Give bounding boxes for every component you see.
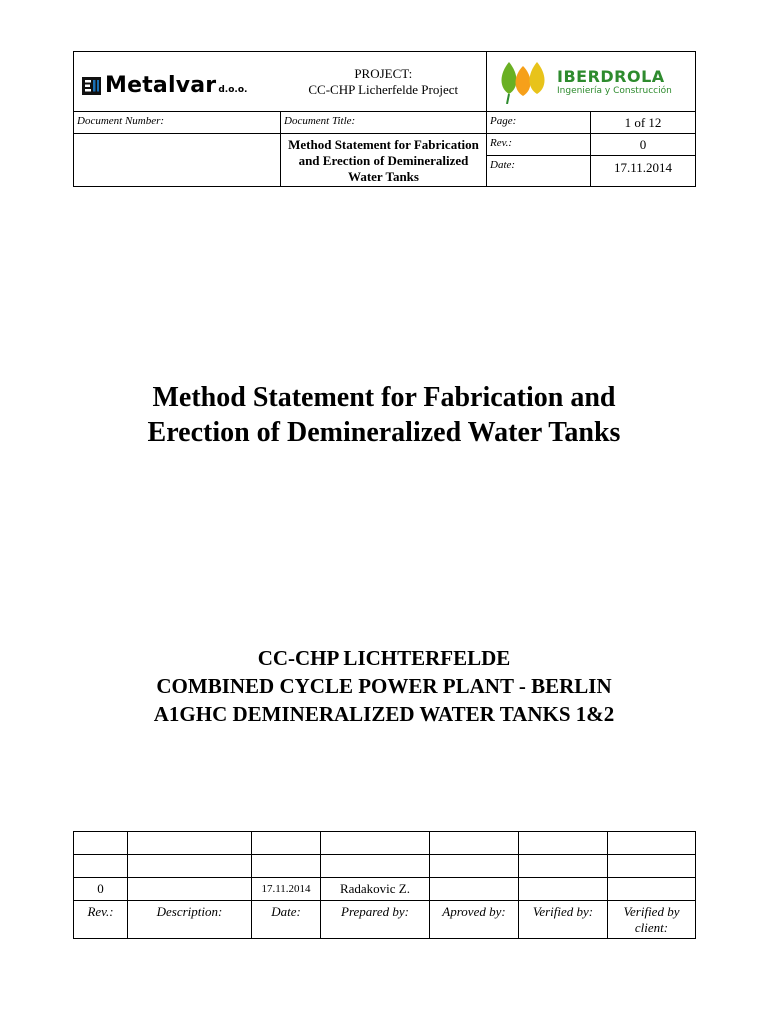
document-number-value [74, 134, 281, 187]
header-approved-by: Aproved by: [430, 901, 519, 939]
date-label: Date: [487, 156, 591, 187]
metalvar-mark-icon [82, 76, 102, 96]
header-verified-by-client: Verified by client: [608, 901, 696, 939]
header-date: Date: [252, 901, 321, 939]
metalvar-logo-cell [74, 52, 281, 112]
metalvar-logo [74, 65, 281, 98]
revision-empty-row [74, 855, 696, 878]
metalvar-name: Metalvar [105, 73, 217, 98]
subtitle-line-3: A1GHC DEMINERALIZED WATER TANKS 1&2 [153, 702, 615, 726]
header-rev: Rev.: [74, 901, 128, 939]
header-prepared-by: Prepared by: [321, 901, 430, 939]
revision-verified-cell [519, 878, 608, 901]
main-title-line-2: Erection of Demineralized Water Tanks [147, 417, 621, 448]
iberdrola-logo [487, 52, 695, 104]
iberdrola-logo-cell [487, 52, 696, 112]
date-value: 17.11.2014 [591, 156, 696, 187]
revision-date-cell: 17.11.2014 [252, 878, 321, 901]
project-cell [281, 52, 487, 112]
project-label: PROJECT: [354, 66, 413, 81]
page-label: Page: [487, 112, 591, 134]
iberdrola-subtitle: Ingeniería y Construcción [557, 85, 672, 96]
revision-approved-cell [430, 878, 519, 901]
metalvar-suffix: d.o.o. [218, 85, 248, 95]
header-verified-by: Verified by: [519, 901, 608, 939]
iberdrola-leaves-icon [497, 58, 551, 104]
revision-header-row [74, 901, 696, 939]
subtitle-line-1: CC-CHP LICHTERFELDE [257, 646, 511, 670]
revision-prepared-cell: Radakovic Z. [321, 878, 430, 901]
revision-empty-row [74, 832, 696, 855]
rev-value: 0 [591, 134, 696, 156]
project-name: CC-CHP Licherfelde Project [308, 82, 459, 97]
revision-verified-client-cell [608, 878, 696, 901]
rev-label: Rev.: [487, 134, 591, 156]
revision-description-cell [128, 878, 252, 901]
project-subtitle [0, 644, 768, 728]
subtitle-line-2: COMBINED CYCLE POWER PLANT - BERLIN [156, 674, 612, 698]
document-number-label: Document Number: [74, 112, 281, 134]
document-main-title [0, 380, 768, 450]
revision-table [73, 831, 696, 939]
header-description: Description: [128, 901, 252, 939]
revision-row [74, 878, 696, 901]
page-value: 1 of 12 [591, 112, 696, 134]
revision-rev-cell: 0 [74, 878, 128, 901]
iberdrola-name: IBERDROLA [557, 66, 665, 86]
document-header-table [73, 51, 696, 187]
document-title-value: Method Statement for Fabrication and Erection of Demineralized Water Tanks [281, 134, 487, 187]
main-title-line-1: Method Statement for Fabrication and [152, 382, 616, 413]
document-title-label: Document Title: [281, 112, 487, 134]
